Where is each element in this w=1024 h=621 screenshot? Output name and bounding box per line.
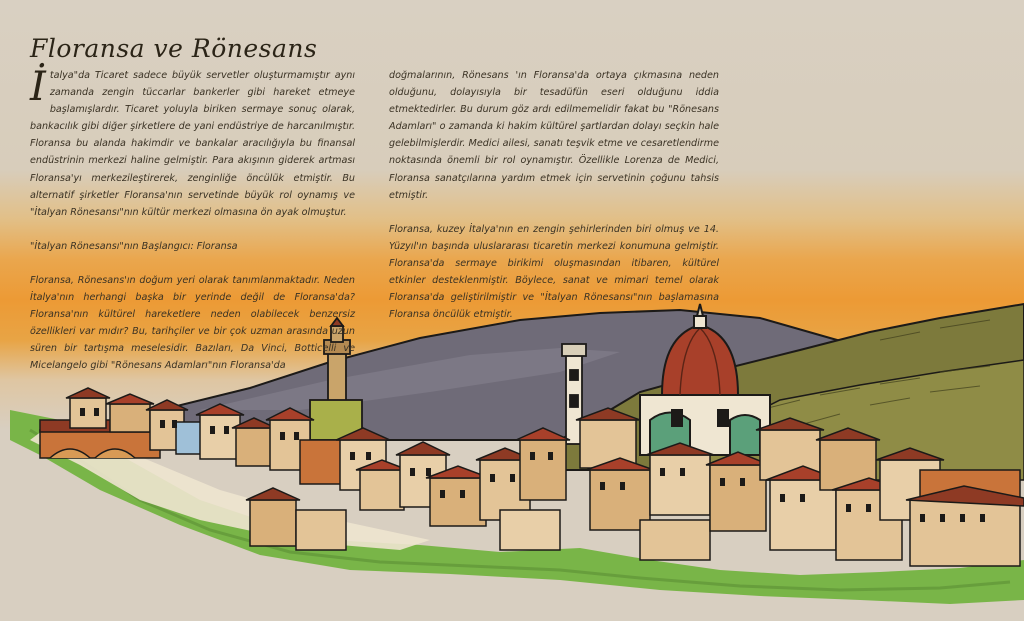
drop-cap: İ xyxy=(30,64,46,110)
body-paragraph-2: Floransa, Rönesans'ın doğum yeri olarak tanımlanmaktadır. Neden İtalya'nın herhangi başka bir yerinde değil de Floransa'da? Floransa'nın kültürel hareketlere neden olabilecek benzersiz özellikleri var mıdır? Bu, tarihçiler ve bir çok uzman arasında uzun süren bir tartışma meselesidir. Bazıları, Da Vinci, Botticelli ve Micelangelo gibi "Rönesans Adamları"nın Floransa'da xyxy=(30,274,355,372)
body-paragraph-4: Floransa, kuzey İtalya'nın en zengin şehirlerinden biri olmuş ve 14. Yüzyıl'ın başında uluslararası ticaretin merkezi konumuna gelmiştir. Floransa'da sermaye birikimi oluşmasından itibaren, kültürel etkinler desteklenmiştir. Böylece, sanat ve mimari temel olarak Floransa'da geliştirilmiştir ve "İtalyan Rönesansı"nın başlamasına Floransa öncülük etmiştir. xyxy=(389,223,719,321)
article-title: Floransa ve Rönesans xyxy=(30,34,318,63)
article-column-right xyxy=(389,67,719,340)
intro-paragraph-text: talya"da Ticaret sadece büyük servetler oluşturmamıştır aynı zamanda zengin tüccarlar bankerler gibi hareket etmeye başlamışlardır. Ticaret yoluyla biriken sermaye sonuç olarak, bankacılık gibi diğer şirketlere de yani endüstriye de harcanılmıştır. Floransa bu alanda hakimdir ve bankalar aracılığıyla bu finansal endüstrinin merkezi haline gelmiştir. Para akışının giderek artması Floransa'yı merkezileştirerek, zenginliğe öncülük etmiştir. Bu alternatif şirketler Floransa'nın servetinde büyük rol oynamış ve "İtalyan Rönesansı"nın kültür merkezi olmasına ön ayak olmuştur. xyxy=(30,70,355,218)
article-column-left xyxy=(30,64,355,392)
intro-paragraph xyxy=(30,64,355,221)
section-subheading: "İtalyan Rönesansı"nın Başlangıcı: Floransa xyxy=(30,240,238,252)
body-paragraph-3: doğmalarının, Rönesans 'ın Floransa'da ortaya çıkmasına neden olduğunu, dolayısıyla bir tesadüfün eseri olduğunu iddia etmektedirler. Bu durum göz ardı edilmemelidir fakat bu "Rönesans Adamları" o zamanda ki hakim kültürel şartlardan dolayı seçkin hale gelebilmişlerdir. Medici ailesi, sanatı teşvik etme ve cesaretlendirme noktasında önemli bir rol oynamıştır. Özellikle Lorenza de Medici, Floransa sanatçılarına yardım etmek için servetinin çoğunu tahsis etmiştir. xyxy=(389,70,719,201)
